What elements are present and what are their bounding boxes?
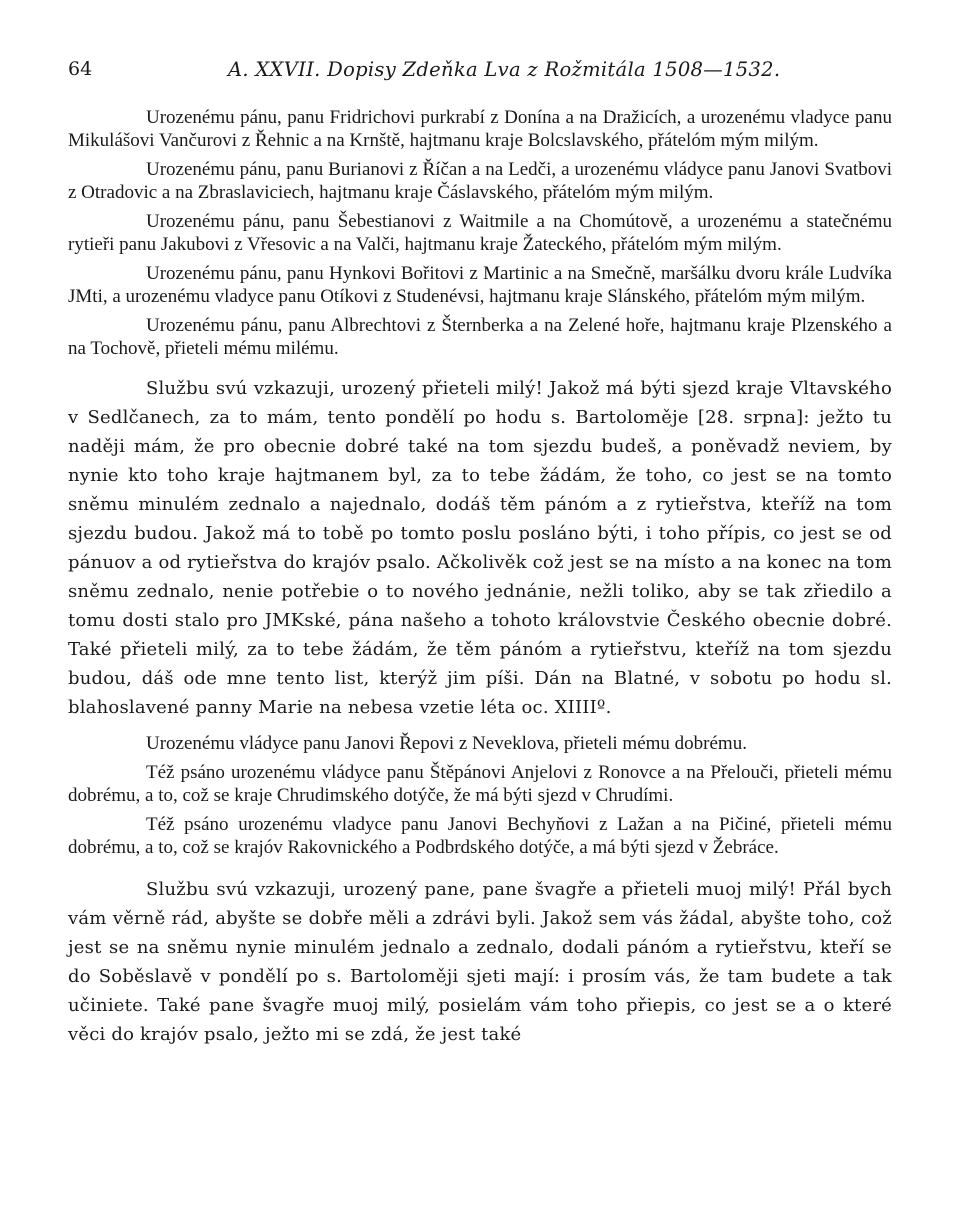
address-block-2: [68, 732, 892, 859]
running-title: A. XXVII. Dopisy Zdeňka Lva z Rožmitála 1508—1532.: [228, 58, 781, 81]
address-paragraph: Urozenému vládyce panu Janovi Řepovi z Neveklova, přieteli mému dobrému.: [146, 733, 747, 754]
address-block-1: [68, 106, 892, 360]
page-header: [68, 48, 892, 84]
address-paragraph: Urozenému pánu, panu Hynkovi Bořitovi z Martinic a na Smečně, maršálku dvoru krále Ludvíka JMti, a urozenému vladyce panu Otíkovi z Studenévsi, hajtmanu kraje Slánského, přátelóm mým milým.: [68, 263, 892, 307]
address-paragraph: Urozenému pánu, panu Burianovi z Říčan a na Ledči, a urozenému vládyce panu Janovi Svatbovi z Otradovic a na Zbraslaviciech, hajtmanu kraje Čáslavského, přátelóm mým milým.: [68, 159, 892, 203]
letter-body-1: Službu svú vzkazuji, urozený přieteli milý! Jakož má býti sjezd kraje Vltavského v Sedlčanech, za to mám, tento pondělí po hodu s. Bartoloměje [28. srpna]: ježto tu naději mám, že pro obecnie dobré také na tom sjezdu budeš, a poněvadž neviem, by nynie kto toho kraje hajtmanem byl, za to tebe žádám, že toho, co jest se na tomto sněmu minulém zednalo a najednalo, dodáš těm pánóm a z rytieřstva, kteříž na tom sjezdu budou. Jakož má to tobě po tomto poslu posláno býti, i toho přípis, co jest se od pánuov a od rytieřstva do krajóv psalo. Ačkolivěk což jest se na místo a na konec na tom sněmu zednalo, nenie potřebie o to nového jednánie, nežli toliko, aby se tak zřiedilo a tomu dosti stalo pro JMKské, pána našeho a tohoto královstvie Českého obecnie dobré. Také přieteli milý, za to tebe žádám, že těm pánóm a rytieřstvu, kteříž na tom sjezdu budou, dáš ode mne tento list, kterýž jim píši. Dán na Blatné, v sobotu po hodu sl. blahoslavené panny Marie na nebesa vzetie léta oc. XIIIIº.: [68, 378, 892, 718]
address-paragraph: Urozenému pánu, panu Šebestianovi z Waitmile a na Chomútově, a urozenému a statečnému rytieři panu Jakubovi z Vřesovic a na Valči, hajtmanu kraje Žateckého, přátelóm mým milým.: [68, 211, 892, 255]
address-paragraph: Urozenému pánu, panu Fridrichovi purkrabí z Donína a na Dražicích, a urozenému vladyce panu Mikulášovi Vančurovi z Řehnic a na Krnště, hajtmanu kraje Bolcslavského, přátelóm mým milým.: [68, 107, 892, 151]
address-paragraph: Též psáno urozenému vládyce panu Štěpánovi Anjelovi z Ronovce a na Přelouči, přieteli mému dobrému, a to, což se kraje Chrudimského dotýče, že má býti sjezd v Chrudími.: [68, 762, 892, 806]
page-number: 64: [68, 58, 93, 80]
address-paragraph: Též psáno urozenému vladyce panu Janovi Bechyňovi z Lažan a na Pičiné, přieteli mému dobrému, a to, což se krajóv Rakovnického a Podbrdského dotýče, a má býti sjezd v Žebráce.: [68, 814, 892, 858]
letter-body-2: Službu svú vzkazuji, urozený pane, pane švagře a přieteli muoj milý! Přál bych vám věrně rád, abyšte se dobře měli a zdrávi byli. Jakož sem vás žádal, abyšte toho, což jest se na sněmu nynie minulém jednalo a zednalo, dodali pánóm a rytieřstvu, kteří se do Soběslavě v pondělí po s. Bartoloměji sjeti mají: i prosím vás, že tam budete a tak učiniete. Také pane švagře muoj milý, posielám vám toho přiepis, co jest se a o které věci do krajóv psalo, ježto mi se zdá, že jest také: [68, 879, 892, 1045]
address-paragraph: Urozenému pánu, panu Albrechtovi z Šternberka a na Zelené hoře, hajtmanu kraje Plzenského a na Tochově, přieteli mému milému.: [68, 315, 892, 359]
